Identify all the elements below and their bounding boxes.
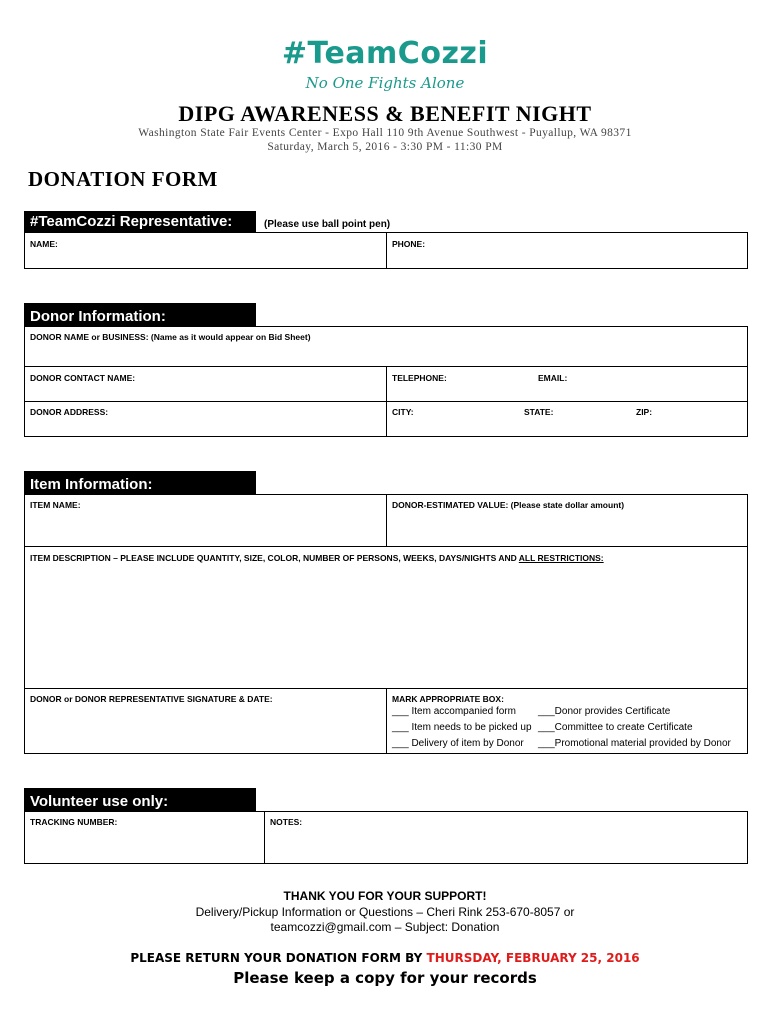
option-item-accompanied[interactable]: ___ Item accompanied form xyxy=(392,706,516,717)
donor-telephone-field[interactable]: TELEPHONE: xyxy=(392,373,447,383)
notes-field[interactable]: NOTES: xyxy=(270,817,303,827)
divider xyxy=(386,688,387,754)
form-title: DONATION FORM xyxy=(28,167,218,191)
item-heading: Item Information: xyxy=(24,471,256,495)
item-description-label: ITEM DESCRIPTION – PLEASE INCLUDE QUANTITY, SIZE, COLOR, NUMBER OF PERSONS, WEEKS, DAYS/NIGHTS AND xyxy=(30,553,519,563)
donor-heading: Donor Information: xyxy=(24,303,256,327)
divider xyxy=(24,546,748,547)
mark-box-label: MARK APPROPRIATE BOX: xyxy=(392,694,504,704)
donor-contact-field[interactable]: DONOR CONTACT NAME: xyxy=(30,373,136,383)
divider xyxy=(386,366,387,437)
return-prefix: PLEASE RETURN YOUR DONATION FORM BY xyxy=(130,951,427,965)
thank-you: THANK YOU FOR YOUR SUPPORT! xyxy=(283,889,487,903)
option-delivery-by-donor[interactable]: ___ Delivery of item by Donor xyxy=(392,738,524,749)
option-donor-certificate[interactable]: ___Donor provides Certificate xyxy=(538,706,671,717)
donor-address-field[interactable]: DONOR ADDRESS: xyxy=(30,407,109,417)
option-item-pickup[interactable]: ___ Item needs to be picked up xyxy=(392,722,532,733)
donor-name-field[interactable]: DONOR NAME or BUSINESS: (Name as it would appear on Bid Sheet) xyxy=(30,332,311,342)
rep-name-field[interactable]: NAME: xyxy=(30,239,58,249)
donor-email-field[interactable]: EMAIL: xyxy=(538,373,568,383)
signature-field[interactable]: DONOR or DONOR REPRESENTATIVE SIGNATURE & DATE: xyxy=(30,694,273,704)
volunteer-box xyxy=(24,811,748,864)
contact-line-2: teamcozzi@gmail.com – Subject: Donation xyxy=(270,920,500,934)
donor-zip-field[interactable]: ZIP: xyxy=(636,407,653,417)
volunteer-heading: Volunteer use only: xyxy=(24,788,256,812)
representative-heading: #TeamCozzi Representative: xyxy=(24,211,256,233)
tracking-number-field[interactable]: TRACKING NUMBER: xyxy=(30,817,118,827)
rep-phone-field[interactable]: PHONE: xyxy=(392,239,426,249)
contact-line-1: Delivery/Pickup Information or Questions – Cheri Rink 253-670-8057 or xyxy=(195,905,575,919)
donor-state-field[interactable]: STATE: xyxy=(524,407,554,417)
donor-city-field[interactable]: CITY: xyxy=(392,407,414,417)
option-promotional-material[interactable]: ___Promotional material provided by Donor xyxy=(538,738,731,749)
tagline: No One Fights Alone xyxy=(305,74,465,92)
divider xyxy=(264,811,265,864)
team-logo: #TeamCozzi xyxy=(281,36,489,71)
item-value-field[interactable]: DONOR-ESTIMATED VALUE: (Please state dollar amount) xyxy=(392,500,625,510)
divider xyxy=(386,232,387,269)
option-committee-certificate[interactable]: ___Committee to create Certificate xyxy=(538,722,693,733)
event-title: DIPG AWARENESS & BENEFIT NIGHT xyxy=(178,101,592,126)
event-datetime: Saturday, March 5, 2016 - 3:30 PM - 11:30 PM xyxy=(267,141,503,153)
pen-note: (Please use ball point pen) xyxy=(264,219,391,230)
keep-copy-note: Please keep a copy for your records xyxy=(233,969,537,987)
item-name-field[interactable]: ITEM NAME: xyxy=(30,500,81,510)
event-venue: Washington State Fair Events Center - Expo Hall 110 9th Avenue Southwest - Puyallup, WA 98371 xyxy=(138,127,632,139)
item-description-field[interactable] xyxy=(30,553,604,563)
restrictions-label: ALL RESTRICTIONS: xyxy=(518,553,604,563)
return-date: THURSDAY, FEBRUARY 25, 2016 xyxy=(426,951,640,965)
divider xyxy=(386,494,387,546)
return-deadline xyxy=(0,951,770,965)
